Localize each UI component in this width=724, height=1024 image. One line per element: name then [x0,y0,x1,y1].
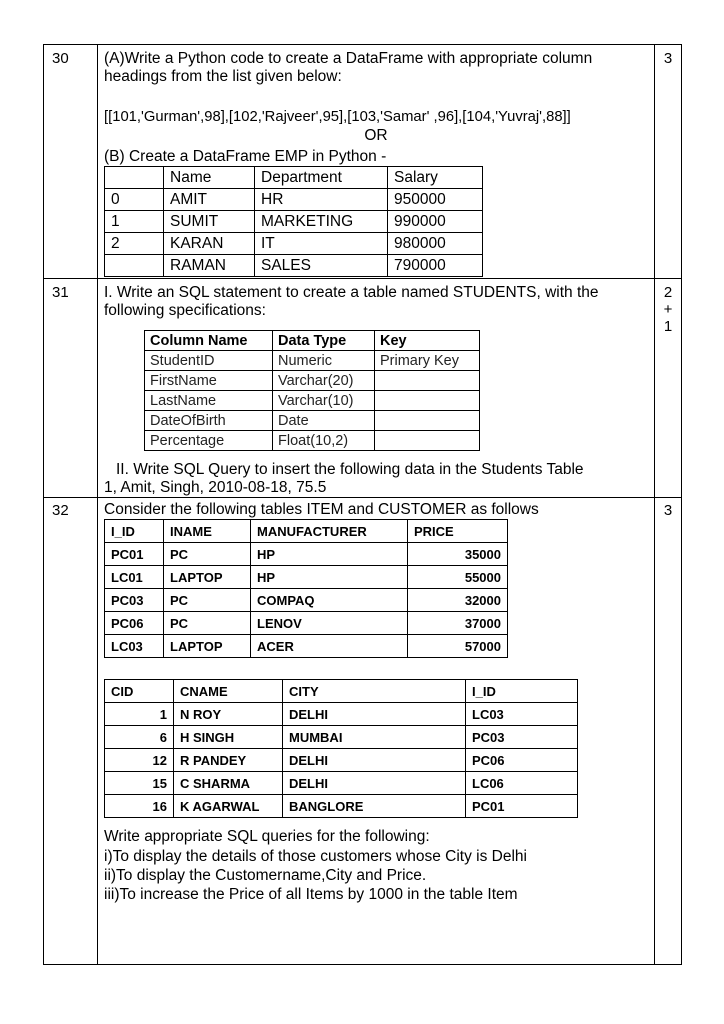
table-cell: 980000 [388,233,483,255]
table-header-row [145,331,480,351]
table-cell: PC [164,612,251,635]
table-header-cell: MANUFACTURER [251,520,408,543]
q32-query-i: i)To display the details of those customers whose City is Delhi [104,848,527,865]
q30-part-b: (B) Create a DataFrame EMP in Python - [104,148,387,165]
table-cell: PC03 [105,589,164,612]
table-row [145,431,480,451]
table-cell: 16 [105,795,174,818]
table-cell: FirstName [145,371,273,391]
table-cell: 0 [105,189,164,211]
marks-31-part-a: 2 [663,284,673,301]
table-cell: 15 [105,772,174,795]
q32-query-iii: iii)To increase the Price of all Items by 1000 in the table Item [104,886,518,903]
table-cell: SUMIT [164,211,255,233]
table-row [145,351,480,371]
row-divider-31-32 [43,497,682,498]
q30-line1: (A)Write a Python code to create a DataFrame with appropriate column [104,50,593,67]
table-cell: LC03 [105,635,164,658]
table-row [145,411,480,431]
table-cell: LC06 [466,772,578,795]
table-row [145,391,480,411]
table-header-cell: CID [105,680,174,703]
table-row [105,189,483,211]
table-header-cell: Name [164,167,255,189]
q32-query-intro: Write appropriate SQL queries for the following: [104,828,430,845]
table-cell: Numeric [273,351,375,371]
table-cell: COMPAQ [251,589,408,612]
table-cell: 950000 [388,189,483,211]
table-cell: RAMAN [164,255,255,277]
table-cell: PC [164,543,251,566]
table-cell [375,411,480,431]
table-cell: LENOV [251,612,408,635]
marks-32: 3 [663,502,673,519]
table-cell: MARKETING [255,211,388,233]
table-header-row [105,680,578,703]
table-cell: Primary Key [375,351,480,371]
table-cell: IT [255,233,388,255]
q32-query-ii: ii)To display the Customername,City and Price. [104,867,427,884]
table-cell: H SINGH [174,726,283,749]
table-cell: 1 [105,703,174,726]
table-cell: 990000 [388,211,483,233]
table-row [105,772,578,795]
q30-or: OR [364,127,388,144]
table-cell: DELHI [283,772,466,795]
table-cell: DELHI [283,703,466,726]
table-cell: 1 [105,211,164,233]
table-cell: LC01 [105,566,164,589]
table-row [105,255,483,277]
table-cell [105,255,164,277]
table-cell: 12 [105,749,174,772]
table-row [105,795,578,818]
table-cell: Float(10,2) [273,431,375,451]
emp-dataframe-table [104,166,483,277]
table-header-cell: Column Name [145,331,273,351]
table-cell: PC03 [466,726,578,749]
table-cell: Date [273,411,375,431]
table-row [105,635,508,658]
table-row [105,726,578,749]
column-divider-left [97,44,98,965]
q31-part2-line1: II. Write SQL Query to insert the following data in the Students Table [116,461,584,478]
table-row [105,749,578,772]
table-cell: 57000 [408,635,508,658]
table-row [105,703,578,726]
table-cell: R PANDEY [174,749,283,772]
table-header-cell: Department [255,167,388,189]
table-cell: C SHARMA [174,772,283,795]
q31-line1: I. Write an SQL statement to create a table named STUDENTS, with the [104,284,599,301]
marks-31-part-b: 1 [663,318,673,335]
table-cell: DELHI [283,749,466,772]
table-row [105,233,483,255]
question-number-31: 31 [52,284,69,301]
marks-31 [654,284,682,335]
table-header-cell: Data Type [273,331,375,351]
table-header-cell: CITY [283,680,466,703]
customer-table [104,679,578,818]
table-header-cell: Salary [388,167,483,189]
table-header-cell: Key [375,331,480,351]
table-cell: BANGLORE [283,795,466,818]
table-cell: StudentID [145,351,273,371]
students-spec-table [144,330,480,451]
q31-part2-line2: 1, Amit, Singh, 2010-08-18, 75.5 [104,479,327,496]
row-divider-30-31 [43,278,682,279]
table-cell: PC01 [105,543,164,566]
table-cell: LC03 [466,703,578,726]
table-cell [375,371,480,391]
question-number-32: 32 [52,502,69,519]
table-cell: LAPTOP [164,566,251,589]
table-row [105,566,508,589]
table-header-cell [105,167,164,189]
table-cell: PC01 [466,795,578,818]
table-cell: 790000 [388,255,483,277]
q31-line2: following specifications: [104,302,266,319]
marks-31-plus: + [663,301,673,318]
table-row [105,612,508,635]
table-cell: 32000 [408,589,508,612]
table-cell: 35000 [408,543,508,566]
table-cell: 37000 [408,612,508,635]
table-row [105,211,483,233]
table-row [105,589,508,612]
table-row [105,543,508,566]
table-header-row [105,520,508,543]
table-header-cell: INAME [164,520,251,543]
table-cell: HP [251,566,408,589]
table-cell: K AGARWAL [174,795,283,818]
table-cell [375,431,480,451]
table-cell [375,391,480,411]
q30-list-text: [[101,'Gurman',98],[102,'Rajveer',95],[103,'Samar' ,96],[104,'Yuvraj',88]] [104,109,571,125]
table-cell: HP [251,543,408,566]
table-cell: PC [164,589,251,612]
table-cell: DateOfBirth [145,411,273,431]
question-number-30: 30 [52,50,69,67]
table-cell: LAPTOP [164,635,251,658]
table-cell: KARAN [164,233,255,255]
table-cell: LastName [145,391,273,411]
table-cell: ACER [251,635,408,658]
item-table [104,519,508,658]
table-header-cell: CNAME [174,680,283,703]
table-cell: 6 [105,726,174,749]
table-cell: Percentage [145,431,273,451]
table-cell: PC06 [105,612,164,635]
q32-intro: Consider the following tables ITEM and CUSTOMER as follows [104,501,539,518]
marks-30: 3 [663,50,673,67]
table-header-cell: PRICE [408,520,508,543]
table-cell: AMIT [164,189,255,211]
table-cell: MUMBAI [283,726,466,749]
table-cell: PC06 [466,749,578,772]
table-cell: 2 [105,233,164,255]
table-cell: HR [255,189,388,211]
table-header-row [105,167,483,189]
table-cell: SALES [255,255,388,277]
table-cell: N ROY [174,703,283,726]
q30-line2: headings from the list given below: [104,68,342,85]
table-header-cell: I_ID [105,520,164,543]
table-row [145,371,480,391]
table-cell: 55000 [408,566,508,589]
table-header-cell: I_ID [466,680,578,703]
table-cell: Varchar(10) [273,391,375,411]
table-cell: Varchar(20) [273,371,375,391]
